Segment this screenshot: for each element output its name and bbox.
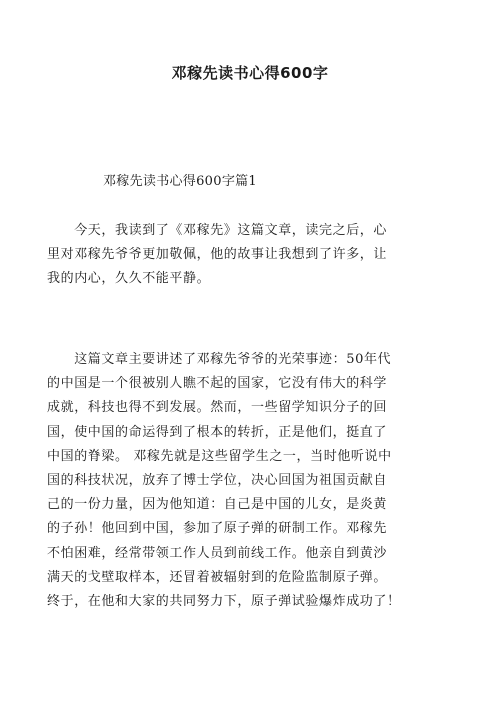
paragraph-line: 的子孙！他回到中国，参加了原子弹的研制工作。邓稼先 (47, 521, 388, 537)
paragraph-line: 中国的脊梁。 邓稼先就是这些留学生之一，当时他听说中 (47, 448, 392, 464)
paragraph-line: 成就，科技也得不到发展。然而，一些留学知识分子的回 (47, 400, 388, 416)
paragraph-line: 的中国是一个很被别人瞧不起的国家，它没有伟大的科学 (47, 376, 388, 392)
document-title: 邓稼先读书心得600字 (171, 64, 329, 82)
paragraph-line: 己的一份力量，因为他知道：自己是中国的儿女，是炎黄 (47, 497, 388, 513)
paragraph-line: 终于，在他和大家的共同努力下，原子弹试验爆炸成功了！ (47, 594, 401, 610)
paragraph-line: 里对邓稼先爷爷更加敬佩，他的故事让我想到了许多，让 (47, 247, 388, 263)
paragraph-line: 我的内心，久久不能平静。 (47, 271, 211, 287)
section-heading: 邓稼先读书心得600字篇1 (103, 174, 257, 189)
paragraph-line: 不怕困难，经常带领工作人员到前线工作。他亲自到黄沙 (47, 545, 388, 561)
paragraph-line: 今天，我读到了《邓稼先》这篇文章，读完之后，心 (47, 223, 388, 238)
paragraph-line: 国的科技状况，放弃了博士学位，决心回国为祖国贡献自 (47, 473, 388, 489)
paragraph-line: 满天的戈壁取样本，还冒着被辐射到的危险监制原子弹。 (47, 569, 388, 585)
paragraph-story (47, 348, 447, 614)
paragraph-intro (47, 219, 447, 292)
paragraph-line: 这篇文章主要讲述了邓稼先爷爷的光荣事迹：50年代 (47, 352, 392, 367)
paragraph-line: 国，使中国的命运得到了根本的转折，正是他们，挺直了 (47, 424, 388, 440)
